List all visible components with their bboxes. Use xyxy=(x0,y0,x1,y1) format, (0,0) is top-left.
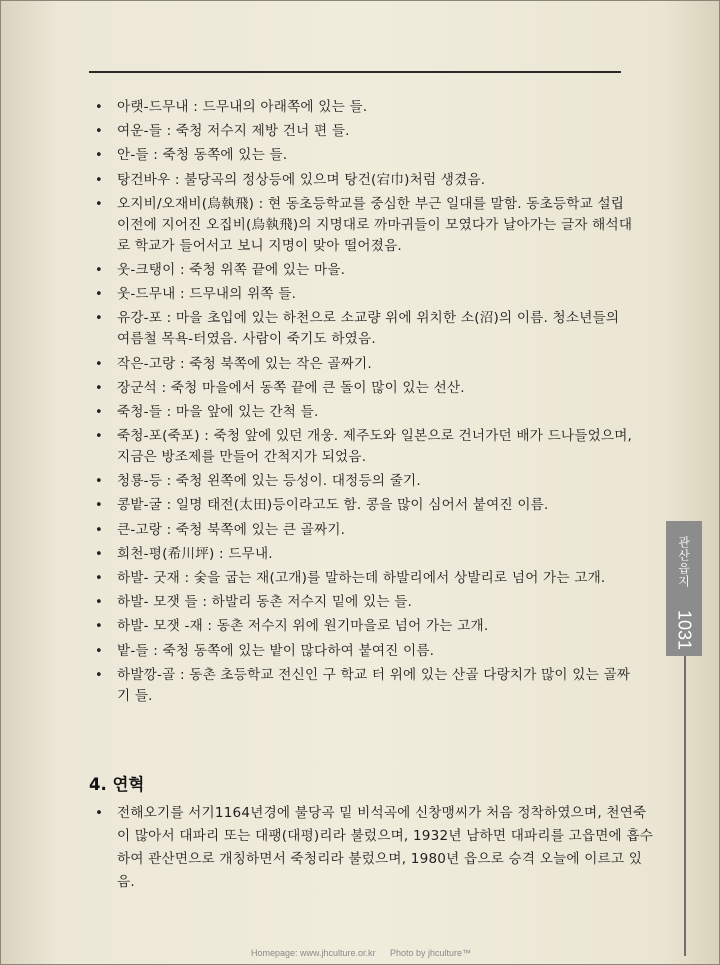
side-tab-title: 관산읍지 xyxy=(676,536,691,588)
footer-homepage: Homepage: www.jhculture.or.kr xyxy=(250,948,376,958)
list-item: • 작은-고랑 : 죽청 북쪽에 있는 작은 골짜기. xyxy=(93,354,633,375)
list-item: • 밭-들 : 죽청 동쪽에 있는 밭이 많다하여 붙여진 이름. xyxy=(93,641,633,662)
footer xyxy=(1,948,720,958)
place-name-list xyxy=(93,97,633,710)
side-tab xyxy=(666,521,702,656)
list-item: • 웃-크탱이 : 죽청 위쪽 끝에 있는 마을. xyxy=(93,260,633,281)
list-item: • 콩밭-굴 : 일명 태전(太田)등이라고도 함. 콩을 많이 심어서 붙여진 이름. xyxy=(93,495,633,516)
list-item: • 죽청-들 : 마을 앞에 있는 간척 들. xyxy=(93,402,633,423)
page-number: 1031 xyxy=(674,609,695,651)
list-item: • 큰-고랑 : 죽청 북쪽에 있는 큰 골짜기. xyxy=(93,520,633,541)
list-item: • 웃-드무내 : 드무내의 위쪽 들. xyxy=(93,284,633,305)
list-item: • 하발- 굿재 : 숯을 굽는 재(고개)를 말하는데 하발리에서 상발리로 넘어 가는 고개. xyxy=(93,568,633,589)
list-item: • 안-들 : 죽청 동쪽에 있는 들. xyxy=(93,145,633,166)
list-item: • 희천-평(希川坪) : 드무내. xyxy=(93,544,633,565)
list-item: • 오지비/오재비(烏執飛) : 현 동초등학교를 중심한 부근 일대를 말함. 동초등학교 설립 이전에 지어진 오집비(烏執飛)의 지명대로 까마귀들이 모였다가 날아가는 글자 해석대로 학교가 들어서고 보니 지명이 맞아 떨어졌음. xyxy=(93,194,633,257)
list-item: • 탕건바우 : 불당곡의 정상등에 있으며 탕건(宕巾)처럼 생겼음. xyxy=(93,170,633,191)
list-item: • 청룡-등 : 죽청 왼쪽에 있는 등성이. 대정등의 줄기. xyxy=(93,471,633,492)
list-item: • 아랫-드무내 : 드무내의 아래쪽에 있는 들. xyxy=(93,97,633,118)
section-body: • 전해오기를 서기1164년경에 불당곡 밑 비석곡에 신창맹씨가 처음 정착하였으며, 천연죽이 많아서 대파리 또는 대팽(대평)리라 불렀으며, 1932년 남하면 대파리를 고읍면에 흡수하여 관산면으로 개칭하면서 죽청리라 불렀으며, 1980년 읍으로 승격 오늘에 이르고 있음. xyxy=(93,802,657,894)
list-item: • 죽청-포(죽포) : 죽청 앞에 있던 개웅. 제주도와 일본으로 건너가던 배가 드나들었으며, 지금은 방조제를 만들어 간척지가 되었음. xyxy=(93,426,633,468)
list-item: • 유강-포 : 마을 초입에 있는 하천으로 소교량 위에 위치한 소(沼)의 이름. 청소년들의 여름철 목욕-터였음. 사람이 죽기도 하였음. xyxy=(93,308,633,350)
list-item: • 하발깡-골 : 동촌 초등학교 전신인 구 학교 터 위에 있는 산골 다랑치가 많이 있는 골짜기 들. xyxy=(93,665,633,707)
list-item: • 하발- 모잿 들 : 하발리 동촌 저수지 밑에 있는 들. xyxy=(93,592,633,613)
side-line xyxy=(684,656,686,956)
list-item: • 장군석 : 죽청 마을에서 동쪽 끝에 큰 돌이 많이 있는 선산. xyxy=(93,378,633,399)
top-rule xyxy=(89,71,621,73)
list-item: • 하발- 모잿 -재 : 동촌 저수지 위에 원기마을로 넘어 가는 고개. xyxy=(93,616,633,637)
section-heading: 4. 연혁 xyxy=(89,775,145,794)
footer-photo-credit: Photo by jhculture™ xyxy=(390,948,472,958)
list-item: • 여운-들 : 죽청 저수지 제방 건너 편 들. xyxy=(93,121,633,142)
